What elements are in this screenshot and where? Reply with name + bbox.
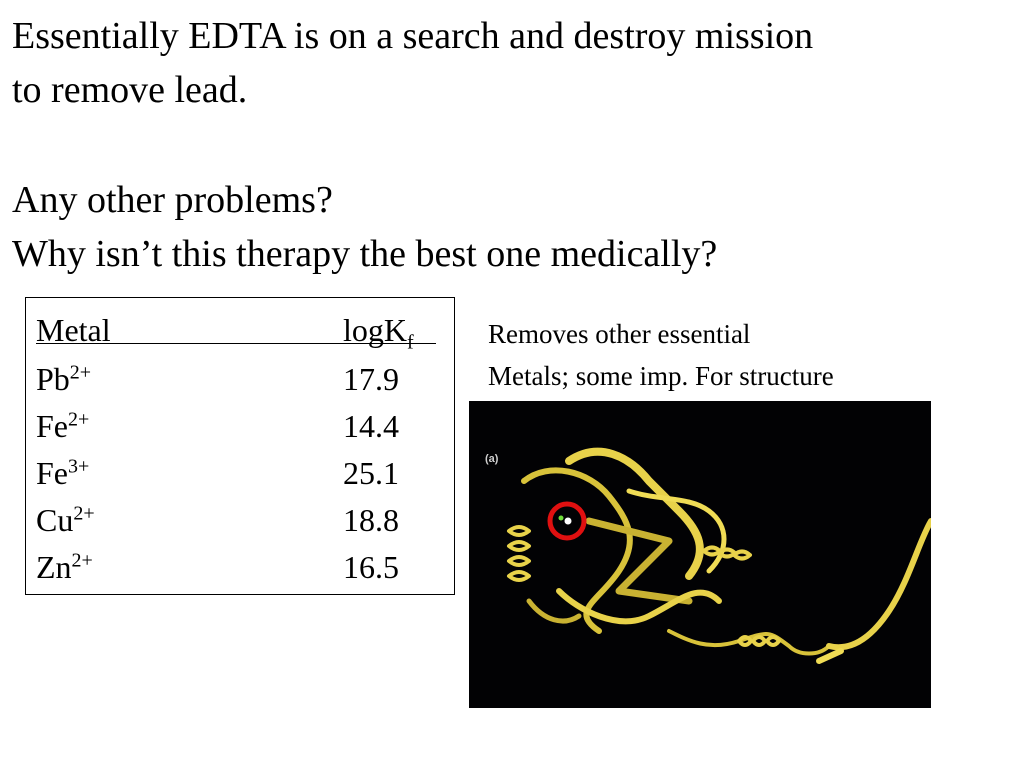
metal-symbol: Pb (36, 361, 70, 397)
tail-strand (829, 521, 931, 647)
formation-constant-table (25, 297, 455, 595)
helix (509, 527, 529, 580)
metal-symbol: Fe (36, 455, 68, 491)
ligand-atom (559, 516, 564, 521)
table-row (36, 496, 446, 544)
metal-charge: 2+ (69, 361, 92, 384)
logk-value: 18.8 (343, 502, 399, 538)
header-logk-subscript: f (407, 331, 414, 354)
metal-cell (36, 543, 93, 591)
metal-charge: 2+ (73, 502, 95, 525)
metal-symbol: Fe (36, 408, 68, 444)
question-1: Any other problems? (12, 179, 333, 221)
helix (704, 548, 750, 559)
text-line-2: to remove lead. (12, 69, 248, 111)
table-row (36, 449, 446, 497)
ribbon-diagram (469, 401, 931, 708)
logk-value: 14.4 (343, 408, 399, 444)
metal-cell (36, 402, 89, 450)
header-logk (343, 306, 414, 354)
logk-value: 16.5 (343, 549, 399, 585)
ribbon-strands (509, 452, 931, 661)
caption-line-2: Metals; some imp. For structure (488, 361, 834, 391)
protein-structure-image (469, 401, 931, 708)
text-line-1: Essentially EDTA is on a search and destroy mission (12, 15, 814, 57)
logk-value: 17.9 (343, 361, 399, 397)
metal-charge: 3+ (68, 455, 90, 478)
question-2: Why isn’t this therapy the best one medically? (12, 233, 718, 275)
table-row (36, 355, 446, 403)
logk-value: 25.1 (343, 455, 399, 491)
caption-line-1: Removes other essential (488, 319, 751, 349)
metal-atom (565, 518, 572, 525)
header-metal: Metal (36, 312, 111, 348)
panel-label: (a) (485, 453, 499, 465)
metal-charge: 2+ (71, 549, 93, 572)
table-row (36, 402, 446, 450)
header-logk-text: logK (343, 312, 407, 348)
metal-cell (36, 496, 95, 544)
metal-symbol: Zn (36, 549, 72, 585)
metal-cell (36, 355, 91, 403)
table-row (36, 543, 446, 591)
table-header-row (36, 306, 446, 354)
metal-charge: 2+ (68, 408, 90, 431)
metal-cell (36, 449, 89, 497)
strand (569, 452, 700, 576)
metal-symbol: Cu (36, 502, 74, 538)
